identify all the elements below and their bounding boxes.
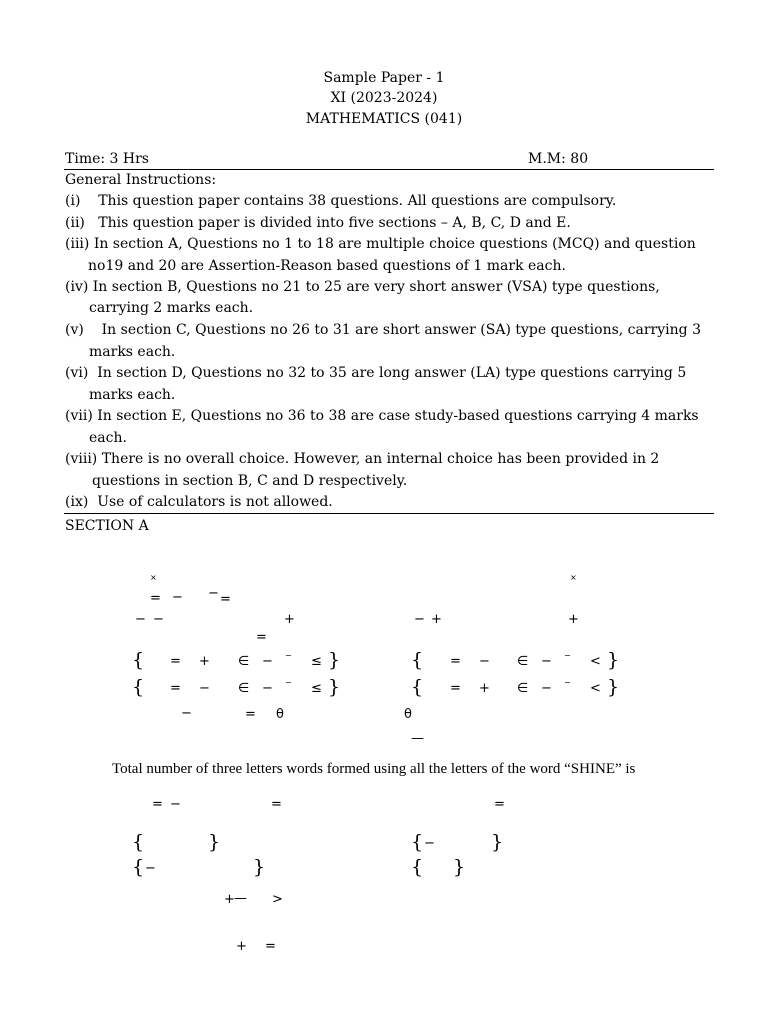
instruction-text: There is no overall choice. However, an internal choice has been provided in 2 xyxy=(101,451,660,467)
instruction-number: (v) xyxy=(65,322,84,338)
paper-subject: MATHEMATICS (041) xyxy=(305,111,463,127)
math-theta: θ xyxy=(276,707,284,722)
math-eq: = xyxy=(220,592,231,607)
math-rbrace: } xyxy=(328,676,341,698)
instruction-item xyxy=(65,279,660,295)
math-lbrace: { xyxy=(132,676,145,698)
math-minus: − xyxy=(564,678,571,687)
math-times: × xyxy=(150,573,157,582)
instruction-continuation: marks each. xyxy=(89,387,176,403)
math-minus: − xyxy=(414,612,425,627)
instruction-item xyxy=(65,494,333,510)
math-lbrace: { xyxy=(132,831,145,853)
math-minus: − xyxy=(172,590,183,605)
math-eq: = xyxy=(450,654,461,669)
math-plus: + xyxy=(431,612,442,627)
math-eq: = xyxy=(150,591,161,606)
paper-class: XI (2023-2024) xyxy=(330,90,438,106)
math-eq: = xyxy=(256,630,267,645)
instruction-continuation: marks each. xyxy=(89,344,176,360)
math-eq: = xyxy=(265,939,276,954)
math-in: ∈ xyxy=(238,654,250,669)
math-lbrace: { xyxy=(411,831,424,853)
math-plus: + xyxy=(199,654,210,669)
math-le: ≤ xyxy=(311,654,322,669)
instruction-text: In section B, Questions no 21 to 25 are very short answer (VSA) type questions, xyxy=(92,279,660,295)
instruction-number: (iv) xyxy=(65,279,89,295)
instruction-number: (ii) xyxy=(65,215,85,231)
instruction-text: In section A, Questions no 1 to 18 are multiple choice questions (MCQ) and question xyxy=(93,236,696,252)
math-minus: − xyxy=(285,651,292,660)
math-le: ≤ xyxy=(311,681,322,696)
instruction-continuation: no19 and 20 are Assertion-Reason based questions of 1 mark each. xyxy=(88,258,566,274)
instruction-text: In section D, Questions no 32 to 35 are long answer (LA) type questions carrying 5 xyxy=(97,365,687,381)
math-lbrace: { xyxy=(411,676,424,698)
math-minus: − xyxy=(564,651,571,660)
instruction-text: This question paper is divided into five sections – A, B, C, D and E. xyxy=(98,215,571,231)
instructions-heading: General Instructions: xyxy=(65,172,217,188)
math-plus: + xyxy=(479,681,490,696)
math-theta: θ xyxy=(404,707,412,722)
instruction-number: (ix) xyxy=(65,494,89,510)
math-in: ∈ xyxy=(238,681,250,696)
math-eq: = xyxy=(170,654,181,669)
math-lbrace: { xyxy=(132,649,145,671)
math-minus: − xyxy=(424,836,435,851)
math-plus: + xyxy=(568,612,579,627)
math-minus: − xyxy=(145,861,156,876)
math-minus: − xyxy=(479,654,490,669)
math-minus: − xyxy=(170,797,181,812)
instructions-divider xyxy=(64,513,714,514)
instruction-item xyxy=(65,408,699,424)
math-eq: = xyxy=(450,681,461,696)
math-minus: − xyxy=(285,678,292,687)
instruction-number: (i) xyxy=(65,193,81,209)
math-eq: = xyxy=(271,797,282,812)
instruction-item xyxy=(65,215,571,231)
math-minus: − xyxy=(208,586,219,601)
section-a-heading: SECTION A xyxy=(65,518,149,534)
math-rbrace: } xyxy=(453,856,466,878)
instruction-number: (vii) xyxy=(65,408,93,424)
math-lbrace: { xyxy=(411,856,424,878)
math-plus: + xyxy=(236,939,247,954)
math-eq: = xyxy=(152,797,163,812)
math-minus: − xyxy=(541,681,552,696)
instruction-item xyxy=(65,236,696,252)
instruction-item xyxy=(65,451,659,467)
math-rbrace: } xyxy=(208,831,221,853)
math-eq: = xyxy=(494,797,505,812)
time-label: Time: 3 Hrs xyxy=(65,151,149,167)
math-minus: − xyxy=(153,612,164,627)
instruction-item xyxy=(65,193,616,209)
math-minus: − xyxy=(541,654,552,669)
math-times: × xyxy=(570,573,577,582)
paper-title: Sample Paper - 1 xyxy=(323,70,445,86)
math-lt: < xyxy=(590,654,601,669)
math-eq: = xyxy=(245,707,256,722)
instruction-text: Use of calculators is not allowed. xyxy=(97,494,333,510)
instruction-continuation: carrying 2 marks each. xyxy=(89,300,254,316)
math-rbrace: } xyxy=(607,649,620,671)
math-minus: − xyxy=(135,612,146,627)
math-plus: + xyxy=(284,612,295,627)
math-minus: − xyxy=(262,681,273,696)
instruction-item xyxy=(65,322,701,338)
max-marks-label: M.M: 80 xyxy=(528,151,589,167)
math-minus: − xyxy=(199,681,210,696)
header-divider xyxy=(64,169,714,170)
question-text: Total number of three letters words formed using all the letters of the word “SHINE” is xyxy=(112,761,636,777)
instruction-item xyxy=(65,365,686,381)
math-rbrace: } xyxy=(491,831,504,853)
instruction-continuation: questions in section B, C and D respectively. xyxy=(92,473,408,489)
instruction-text: In section C, Questions no 26 to 31 are short answer (SA) type questions, carrying 3 xyxy=(101,322,701,338)
math-bar: — xyxy=(234,891,247,906)
math-minus: − xyxy=(262,654,273,669)
math-plus: + xyxy=(224,892,235,907)
math-in: ∈ xyxy=(517,681,529,696)
instruction-number: (iii) xyxy=(65,236,90,252)
math-bar: — xyxy=(411,731,424,746)
instruction-number: (viii) xyxy=(65,451,98,467)
math-lt: < xyxy=(590,681,601,696)
math-rbrace: } xyxy=(607,676,620,698)
math-in: ∈ xyxy=(517,654,529,669)
instruction-continuation: each. xyxy=(89,430,127,446)
math-gt: > xyxy=(272,892,283,907)
math-lbrace: { xyxy=(132,856,145,878)
math-minus: − xyxy=(181,706,192,721)
math-eq: = xyxy=(170,681,181,696)
math-rbrace: } xyxy=(253,856,266,878)
math-lbrace: { xyxy=(411,649,424,671)
instruction-text: In section E, Questions no 36 to 38 are case study-based questions carrying 4 marks xyxy=(97,408,699,424)
instruction-text: This question paper contains 38 questions. All questions are compulsory. xyxy=(98,193,617,209)
math-rbrace: } xyxy=(328,649,341,671)
instruction-number: (vi) xyxy=(65,365,89,381)
